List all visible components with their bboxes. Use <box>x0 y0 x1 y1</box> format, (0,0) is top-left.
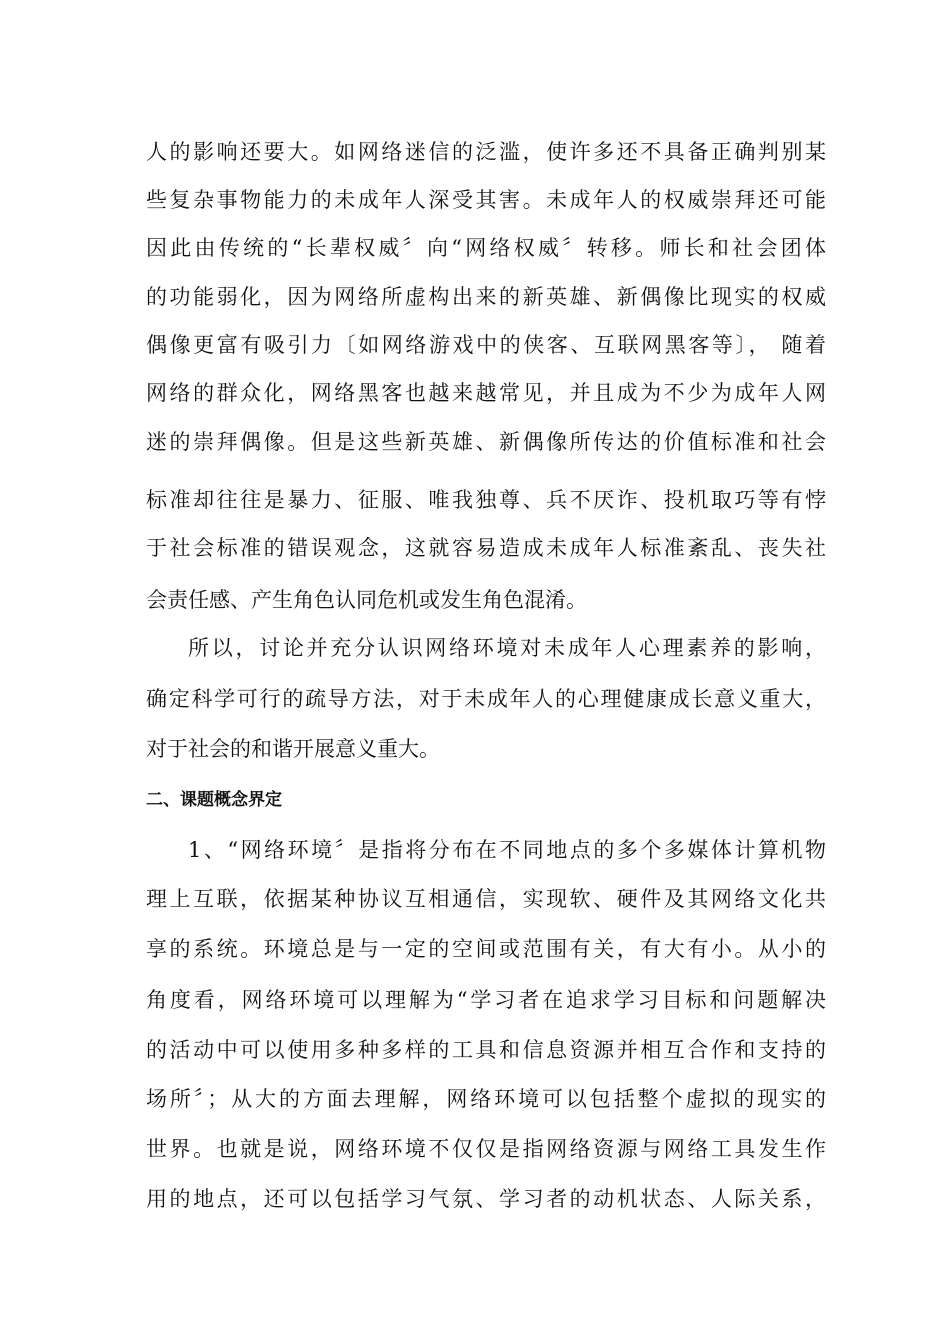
section-heading: 二、课题概念界定 <box>146 790 282 810</box>
text-line: 确定科学可行的疏导方法，对于未成年人的心理健康成长意义重大， <box>146 687 826 711</box>
text-line: 场所〞；从大的方面去理解，网络环境可以包括整个虚拟的现实的 <box>146 1087 826 1111</box>
text-line: 理上互联，依据某种协议互相通信，实现软、硬件及其网络文化共 <box>146 887 826 911</box>
text-line: 因此由传统的“长辈权威〞向“网络权威〞转移。师长和社会团体 <box>146 236 826 260</box>
text-line: 于社会标准的错误观念，这就容易造成未成年人标准紊乱、丧失社 <box>146 536 826 560</box>
text-line: 偶像更富有吸引力〔如网络游戏中的侠客、互联网黑客等〕， 随着 <box>146 333 826 357</box>
text-line: 世界。也就是说，网络环境不仅仅是指网络资源与网络工具发生作 <box>146 1137 826 1161</box>
text-line: 用的地点，还可以包括学习气氛、学习者的动机状态、人际关系， <box>146 1187 826 1211</box>
text-line: 所以，讨论并充分认识网络环境对未成年人心理素养的影响， <box>188 636 826 660</box>
text-line: 享的系统。环境总是与一定的空间或范围有关，有大有小。从小的 <box>146 937 826 961</box>
text-line: 迷的崇拜偶像。但是这些新英雄、新偶像所传达的价值标准和社会 <box>146 430 826 454</box>
text-line: 对于社会的和谐开展意义重大。 <box>146 737 440 761</box>
text-line: 的活动中可以使用多种多样的工具和信息资源并相互合作和支持的 <box>146 1038 826 1062</box>
text-line: 的功能弱化，因为网络所虚构出来的新英雄、新偶像比现实的权威 <box>146 285 826 309</box>
text-line: 1、“网络环境〞是指将分布在不同地点的多个多媒体计算机物 <box>188 838 826 862</box>
text-line: 角度看，网络环境可以理解为“学习者在追求学习目标和问题解决 <box>146 988 826 1012</box>
text-line: 人的影响还要大。如网络迷信的泛滥，使许多还不具备正确判别某 <box>146 140 826 164</box>
text-line: 网络的群众化，网络黑客也越来越常见，并且成为不少为成年人网 <box>146 381 826 405</box>
text-line: 会责任感、产生角色认同危机或发生角色混淆。 <box>146 588 587 612</box>
text-line: 标准却往往是暴力、征服、唯我独尊、兵不厌诈、投机取巧等有悖 <box>146 488 826 512</box>
text-line: 些复杂事物能力的未成年人深受其害。未成年人的权威崇拜还可能 <box>146 188 826 212</box>
